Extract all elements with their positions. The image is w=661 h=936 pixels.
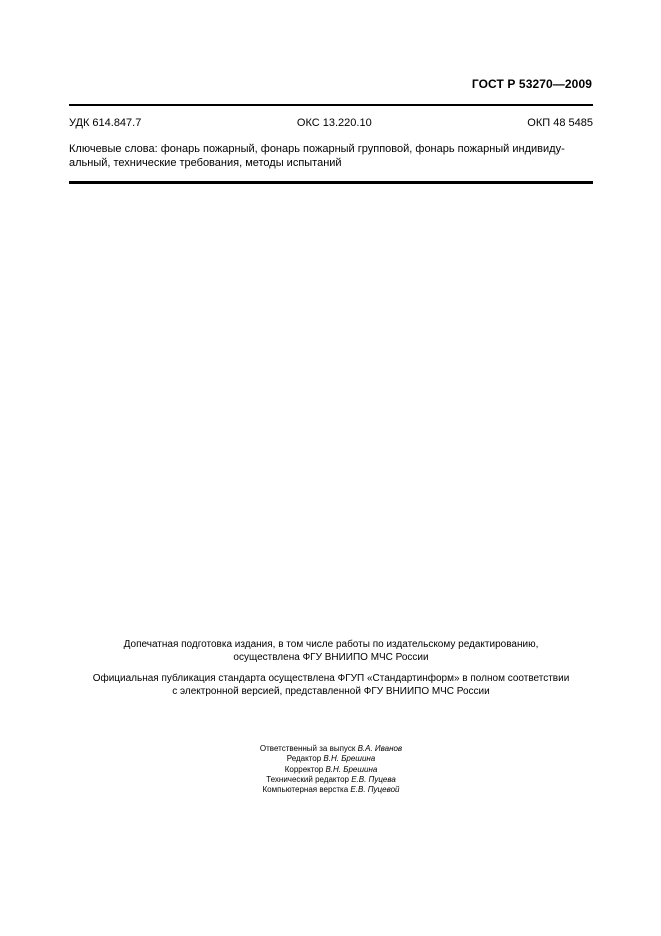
- classification-codes: [69, 117, 593, 129]
- bottom-divider: [69, 181, 593, 184]
- prepress-note: [69, 639, 593, 664]
- udk-code: УДК 614.847.7: [69, 117, 142, 129]
- credit-role: Ответственный за выпуск: [259, 744, 356, 753]
- credit-name: В.Н. Брешина: [325, 764, 378, 774]
- credit-line: [69, 765, 593, 775]
- credit-line: [69, 754, 593, 764]
- publication-note: [69, 673, 593, 698]
- standard-number: ГОСТ Р 53270—2009: [471, 77, 592, 91]
- keywords-line-1: Ключевые слова: фонарь пожарный, фонарь пожарный групповой, фонарь пожарный индивиду-: [69, 143, 565, 155]
- keywords-paragraph: [69, 142, 593, 170]
- prepress-line-1: Допечатная подготовка издания, в том числе работы по издательскому редактированию,: [123, 639, 539, 650]
- credit-line: [69, 775, 593, 785]
- credit-line: [69, 744, 593, 754]
- prepress-line-2: осуществлена ФГУ ВНИИПО МЧС России: [233, 651, 429, 663]
- credit-role: Редактор: [286, 754, 322, 764]
- publication-line-1: Официальная публикация стандарта осуществлена ФГУП «Стандартинформ» в полном соответствии: [92, 673, 570, 684]
- keywords-line-2: альный, технические требования, методы испытаний: [69, 157, 342, 169]
- okp-code: ОКП 48 5485: [527, 117, 593, 129]
- top-divider: [69, 104, 593, 106]
- credit-role: Компьютерная верстка: [262, 785, 349, 795]
- credit-role: Технический редактор: [266, 774, 349, 784]
- credit-name: В.А. Иванов: [357, 744, 403, 753]
- credit-name: В.Н. Брешина: [323, 754, 376, 764]
- publication-line-2: с электронной версией, представленной ФГУ ВНИИПО МЧС России: [172, 685, 490, 697]
- credit-line: [69, 785, 593, 795]
- credit-name: Е.В. Пуцева: [351, 774, 396, 784]
- oks-code: ОКС 13.220.10: [296, 117, 372, 129]
- credits-block: [69, 744, 593, 795]
- credit-role: Корректор: [284, 764, 324, 774]
- credit-name: Е.В. Пуцевой: [350, 785, 400, 795]
